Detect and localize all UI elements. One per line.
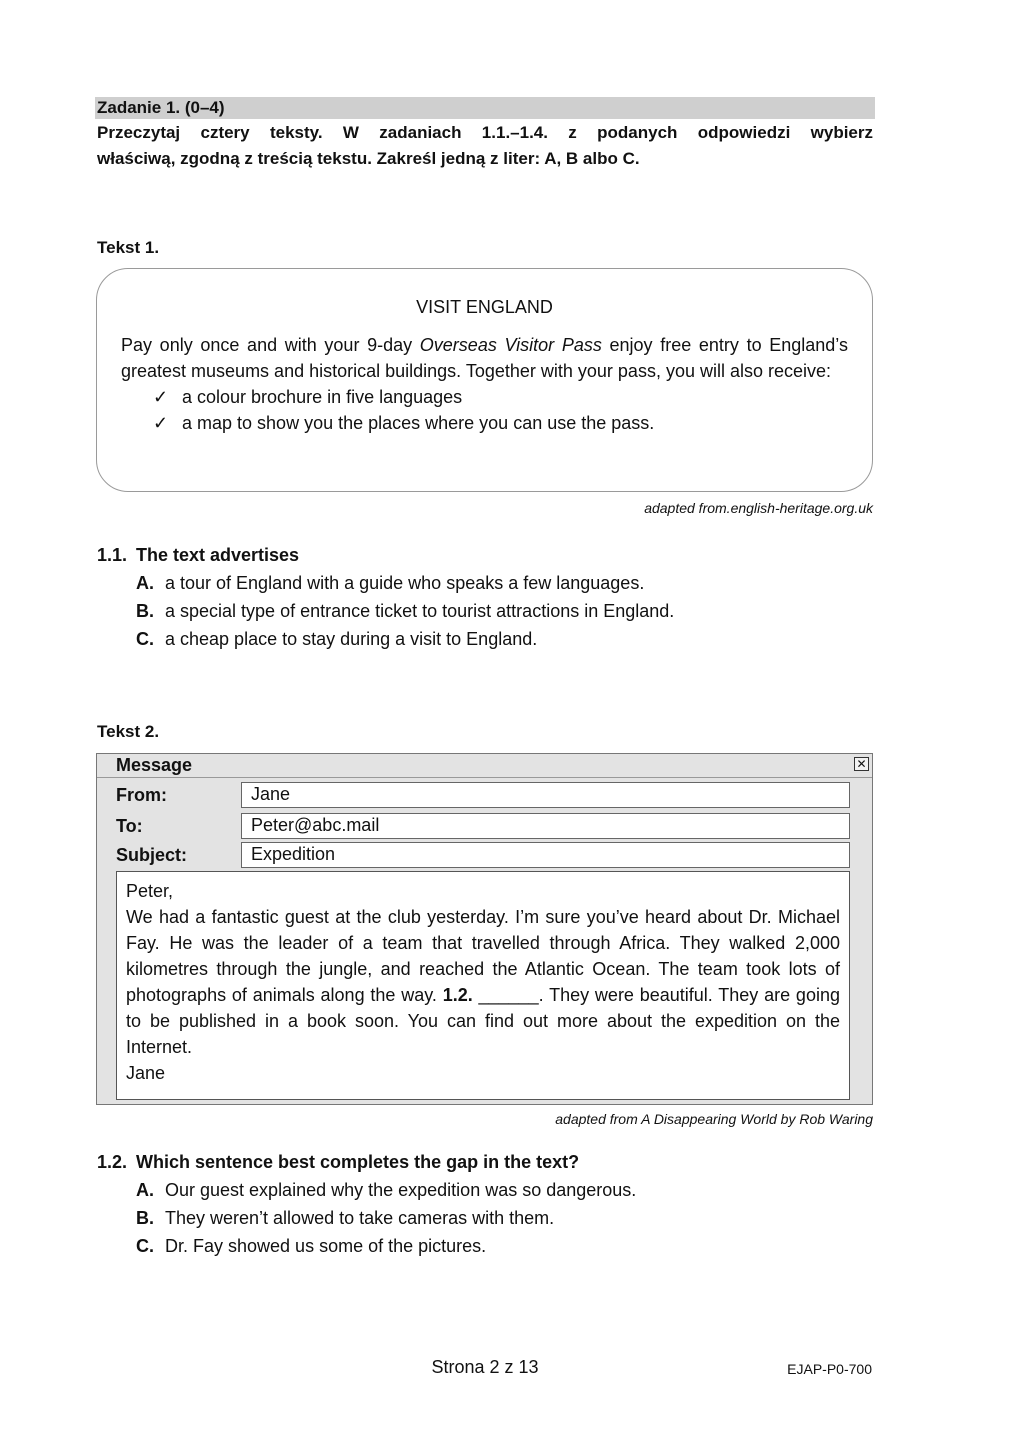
text2-heading: Tekst 2. <box>97 722 160 741</box>
question-prompt <box>97 541 873 569</box>
instruction-line-1: Przeczytaj cztery teksty. W zadaniach 1.1.–1.4. z podanych odpowiedzi wybierz <box>97 123 873 142</box>
list-item-text: a colour brochure in five languages <box>182 387 463 407</box>
option-a[interactable] <box>97 1176 873 1204</box>
gap-blank: ______ <box>478 985 539 1005</box>
subject-row <box>116 842 850 868</box>
text1-heading: Tekst 1. <box>97 238 160 257</box>
instruction-line-2: właściwą, zgodną z treścią tekstu. Zakreśl jedną z liter: A, B albo C. <box>97 149 640 168</box>
option-c[interactable] <box>97 1232 873 1260</box>
exam-code: EJAP-P0-700 <box>787 1361 872 1377</box>
option-letter[interactable]: A. <box>136 573 154 593</box>
text2-source: adapted from A Disappearing World by Rob Waring <box>555 1111 873 1127</box>
subject-label: Subject: <box>116 844 188 865</box>
benefit-list <box>121 384 848 436</box>
from-row <box>116 782 850 808</box>
option-letter[interactable]: B. <box>136 601 154 621</box>
option-a[interactable] <box>97 569 873 597</box>
from-label: From: <box>116 784 167 805</box>
option-letter[interactable]: C. <box>136 1236 154 1256</box>
question-number: 1.2. <box>97 1152 128 1172</box>
list-item <box>153 384 848 410</box>
subject-field[interactable]: Expedition <box>241 842 850 868</box>
list-item <box>153 410 848 436</box>
option-c[interactable] <box>97 625 873 653</box>
message-greeting: Peter, <box>126 881 174 901</box>
option-b[interactable] <box>97 597 873 625</box>
option-b[interactable] <box>97 1204 873 1232</box>
option-text: a tour of England with a guide who speaks a few languages. <box>165 573 645 593</box>
message-signature: Jane <box>126 1063 166 1083</box>
list-item-text: a map to show you the places where you can use the pass. <box>182 413 655 433</box>
text1-source: adapted from.english-heritage.org.uk <box>644 500 873 516</box>
question-text: The text advertises <box>136 545 300 565</box>
to-row <box>116 813 850 839</box>
message-title-bar <box>97 754 872 778</box>
message-window <box>96 753 873 1105</box>
pass-name: Overseas Visitor Pass <box>419 335 602 355</box>
question-number: 1.1. <box>97 545 128 565</box>
text1-body-part: Pay only once and with your 9-day <box>121 335 420 355</box>
question-prompt <box>97 1148 873 1176</box>
question-1-2 <box>97 1148 873 1260</box>
message-paragraph <box>126 904 840 1060</box>
question-text: Which sentence best completes the gap in the text? <box>136 1152 580 1172</box>
option-text: They weren’t allowed to take cameras with them. <box>165 1208 555 1228</box>
task-header: Zadanie 1. (0–4) <box>95 97 875 119</box>
text1-box <box>96 268 873 492</box>
text1-title: VISIT ENGLAND <box>416 297 553 317</box>
message-text: We had a fantastic guest at the club yesterday. I’m sure you’ve heard about Dr. Michael Fay. He was the leader of a team that travelled through Africa. They walked 2,000 kilometres through the jungle, and reached the Atlantic Ocean. The team took lots of photographs of animals along the way. <box>126 907 840 1005</box>
text1-body <box>121 332 848 436</box>
option-letter[interactable]: C. <box>136 629 154 649</box>
check-icon: ✓ <box>153 387 169 407</box>
option-text: a special type of entrance ticket to tourist attractions in England. <box>165 601 675 621</box>
close-icon[interactable]: ✕ <box>854 757 869 771</box>
task-instructions <box>97 120 873 172</box>
option-letter[interactable]: B. <box>136 1208 154 1228</box>
option-letter[interactable]: A. <box>136 1180 154 1200</box>
option-text: Our guest explained why the expedition was so dangerous. <box>165 1180 637 1200</box>
message-body[interactable] <box>116 871 850 1100</box>
from-field[interactable]: Jane <box>241 782 850 808</box>
to-label: To: <box>116 815 143 836</box>
page-number: Strona 2 z 13 <box>431 1357 539 1377</box>
question-1-1 <box>97 541 873 653</box>
message-title: Message <box>116 755 193 775</box>
gap-label: 1.2. <box>442 985 473 1005</box>
option-text: a cheap place to stay during a visit to England. <box>165 629 538 649</box>
check-icon: ✓ <box>153 413 169 433</box>
option-text: Dr. Fay showed us some of the pictures. <box>165 1236 487 1256</box>
to-field[interactable]: Peter@abc.mail <box>241 813 850 839</box>
text1-body-part: enjoy free entry to England’s greatest museums and historical buildings. Together with your pass, you will also receive: <box>121 335 848 381</box>
message-text: . They were beautiful. They are going to be published in a book soon. You can find out more about the expedition on the Internet. <box>126 985 840 1057</box>
